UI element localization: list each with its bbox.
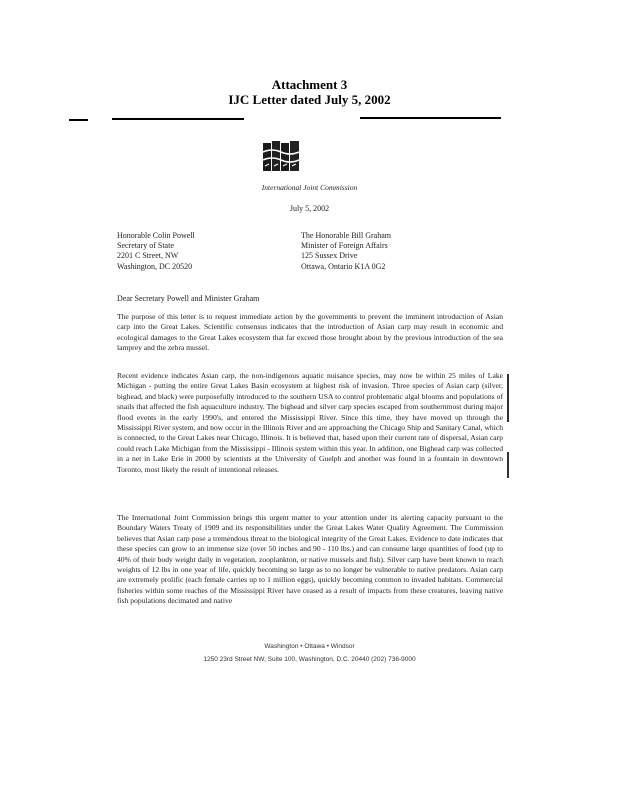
salutation: Dear Secretary Powell and Minister Graham (117, 294, 260, 303)
recipient-right-line: 125 Sussex Drive (301, 251, 358, 261)
margin-change-bar (507, 374, 509, 422)
recipient-left (117, 231, 195, 272)
recipient-right-line: Ottawa, Ontario K1A 0G2 (301, 261, 386, 271)
body-paragraph-evidence: Recent evidence indicates Asian carp, the non-indigenous aquatic nuisance species, may now be within 25 miles of Lake Michigan - putting the entire Great Lakes Basin ecosystem at highest risk of invasion. Three species of Asian carp (silver, bighead, and black) were purposefully introduced to the southern USA to control problematic algal blooms and populations of snails that affected the fish aquaculture industry. The bighead and silver carp species escaped from southernmost during major flood events in the early 1990's, and entered the Mississippi River. Since this time, they have moved up through the Mississippi River system, and now occur in the Illinois River and are approaching the Chicago Ship and Sanitary Canal, which is connected, to the Great Lakes near Chicago, Illinois. It is believed that, based upon their current rate of dispersal, Asian carp could reach Lake Michigan from the Mississippi - Illinois system within this year. In addition, one Bighead carp was collected in a net in Lake Erie in 2000 by scientists at the University of Guelph and another was found in a fountain in downtown Toronto, most likely the result of intentional releases. (117, 371, 503, 474)
header-rule-segment (112, 118, 244, 120)
header-rule-segment (69, 119, 88, 121)
body-paragraph-commission: The International Joint Commission brings this urgent matter to your attention under its alerting capacity pursuant to the Boundary Waters Treaty of 1909 and its responsibilities under the Great Lakes Water Quality Agreement. The Commission believes that Asian carp pose a tremendous threat to the biological integrity of the Great Lakes. Evidence to date indicates that these species can grow to an immense size (over 50 inches and 90 - 110 lbs.) and can consume large quantities of food (up to 40% of their body weight daily in vegetation, zooplankton, or native mussels and fish). Silver carp have been known to reach weights of 12 lbs in one year of life, quickly becoming so large as to no longer be vulnerable to native predators. Asian carp are extremely prolific (each female carries up to 1 million eggs), quickly becoming common to invaded habitats. Commercial fisheries within some reaches of the Mississippi River have ceased as a result of impacts from these creatures, leaving native fish populations decimated and native (117, 513, 503, 606)
footer-offices: Washington • Ottawa • Windsor (264, 643, 355, 650)
letter-title: IJC Letter dated July 5, 2002 (228, 92, 391, 107)
ijc-seal-icon (262, 140, 300, 174)
recipient-right-line: Minister of Foreign Affairs (301, 241, 388, 251)
recipient-left-line: Honorable Colin Powell (117, 231, 195, 240)
header-rule-segment (360, 117, 501, 119)
letter-date: July 5, 2002 (289, 204, 330, 213)
recipient-left-line: 2201 C Street, NW (117, 251, 179, 261)
recipient-right (301, 231, 391, 272)
recipient-left-line: Washington, DC 20520 (117, 261, 193, 271)
footer-address: 1250 23rd Street NW, Suite 100, Washington, D.C. 20440 (202) 736-9000 (203, 656, 416, 663)
attachment-title: Attachment 3 (271, 77, 348, 92)
recipient-right-line: The Honorable Bill Graham (301, 231, 391, 240)
organization-name: International Joint Commission (261, 183, 358, 192)
body-paragraph-purpose: The purpose of this letter is to request immediate action by the governments to prevent the imminent introduction of Asian carp into the Great Lakes. Scientific consensus indicates that the introduction of Asian carp may result in economic and ecological damages to the Great Lakes ecosystem that far exceed those brought about by the previous introduction of the sea lamprey and the zebra mussel. (117, 312, 503, 353)
recipient-left-line: Secretary of State (117, 241, 174, 251)
margin-change-bar (507, 452, 509, 478)
